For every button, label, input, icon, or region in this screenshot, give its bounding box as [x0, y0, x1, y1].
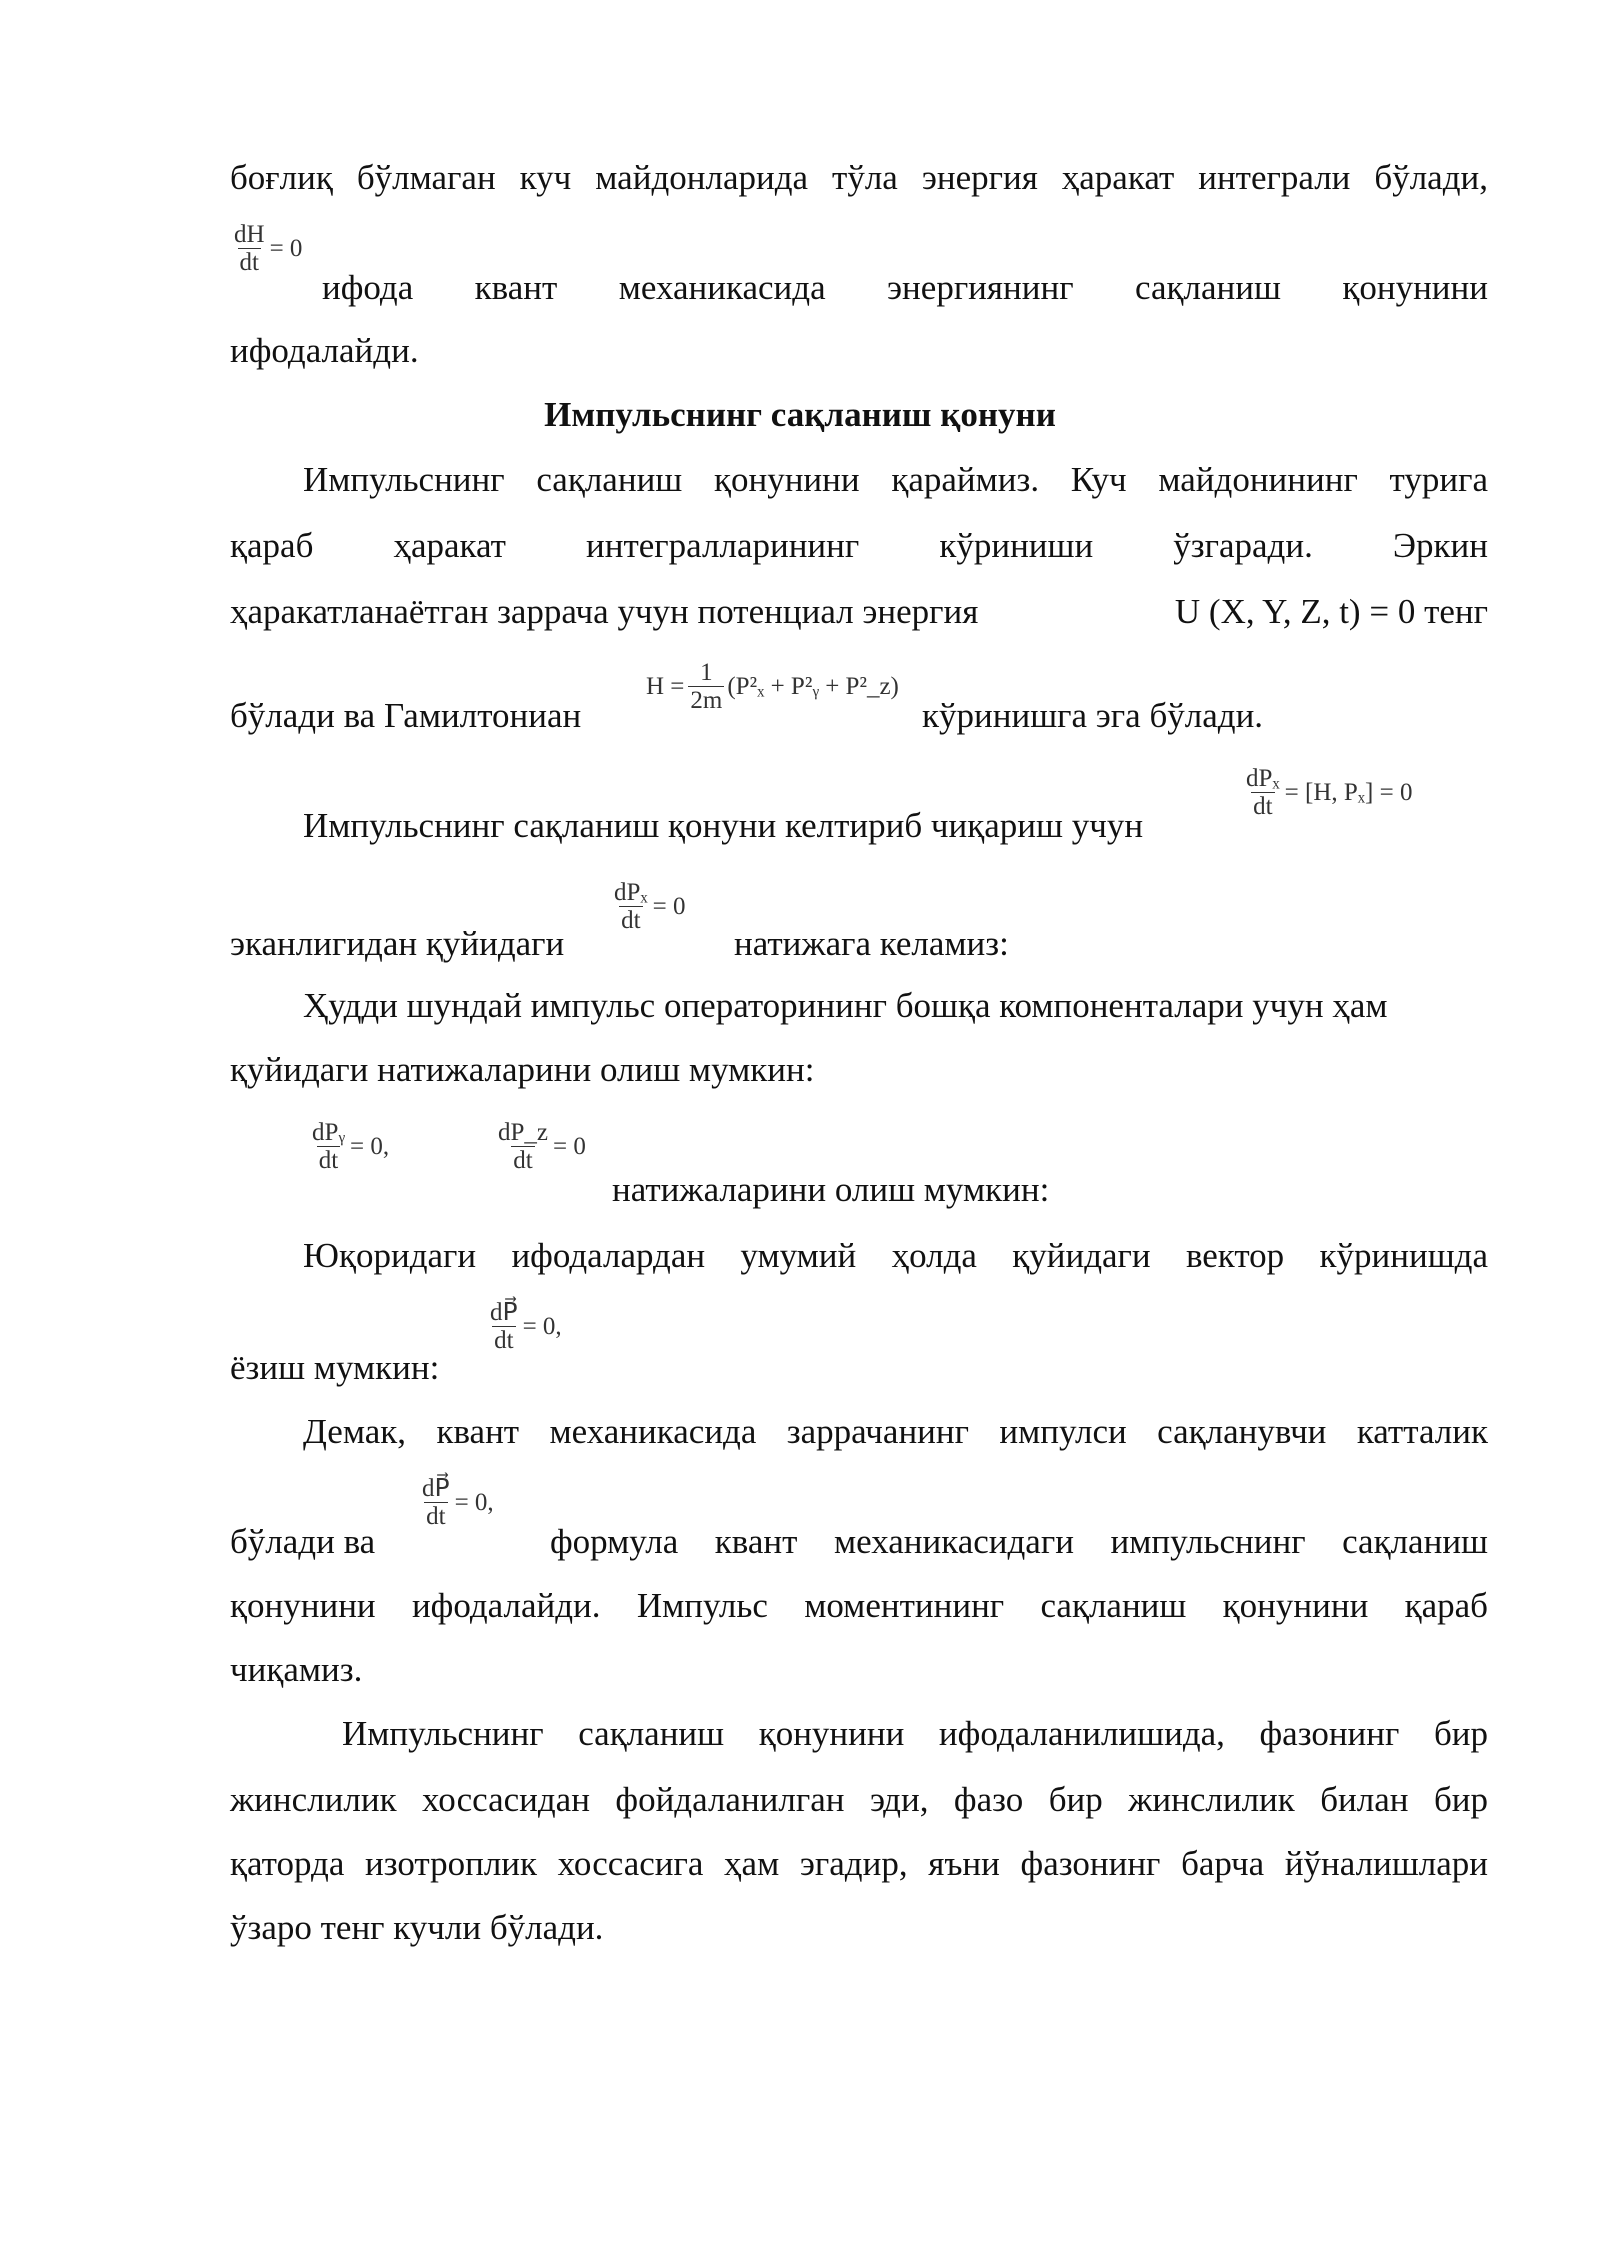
formula-numerator: dPₓ [614, 879, 648, 906]
formula-rhs: = 0, [350, 1133, 390, 1161]
paragraph-line: Ҳудди шундай импульс операторининг бошқа компоненталари учун ҳам [303, 986, 1388, 1025]
paragraph-line: қараб ҳаракат интегралларининг кўриниши ўзгаради. Эркин [230, 526, 1488, 565]
formula-momentum-vector [420, 1476, 494, 1531]
paragraph-line: кўринишга эга бўлади. [922, 696, 1264, 735]
paragraph-line: жинслилик хоссасидан фойдаланилган эди, фазо бир жинслилик билан бир [230, 1780, 1488, 1819]
formula-rhs: = 0 [652, 893, 686, 921]
paragraph-line: эканлигидан қуйидаги [230, 924, 565, 963]
paragraph-line: қонунини ифодалайди. Импульс моментининг сақланиш қонунини қараб [230, 1586, 1488, 1625]
paragraph-line: формула квант механикасидаги импульснинг сақланиш [550, 1522, 1488, 1561]
paragraph-line: чиқамиз. [230, 1650, 363, 1689]
formula-numerator: dPₓ [1246, 765, 1280, 792]
potential-energy-expression [1114, 590, 1488, 634]
formula-rhs: = 0 [269, 235, 303, 263]
text-span: U (X, Y, Z, t) = 0 тенг [1174, 592, 1488, 631]
formula-energy-conservation [232, 222, 302, 277]
formula-hamiltonian [646, 660, 899, 715]
paragraph-line: Импульснинг сақланиш қонунини қараймиз. Куч майдонининг турига [303, 460, 1488, 499]
formula-numerator: 1 [700, 659, 713, 686]
formula-denominator: dt [239, 249, 259, 277]
formula-denominator: dt [513, 1147, 533, 1175]
paragraph-line: қуйидаги натижаларини олиш мумкин: [230, 1050, 815, 1089]
text-span: ҳаракатланаётган заррача учун потенциал энергия [230, 592, 979, 631]
formula-rhs: = 0, [454, 1489, 494, 1517]
paragraph-line: Юқоридаги ифодалардан умумий ҳолда қуйидаги вектор кўринишда [303, 1236, 1488, 1275]
paragraph-line: боғлиқ бўлмаган куч майдонларида тўла энергия ҳаракат интеграли бўлади, [230, 158, 1488, 197]
paragraph-line: Импульснинг сақланиш қонуни келтириб чиқариш учун [303, 806, 1144, 845]
paragraph-line: Демак, квант механикасида заррачанинг импулси сақланувчи катталик [303, 1412, 1488, 1451]
paragraph-line: натижаларини олиш мумкин: [612, 1170, 1050, 1209]
paragraph-line: Импульснинг сақланиш қонунини ифодаланилишида, фазонинг бир [342, 1714, 1488, 1753]
paragraph-line: бўлади ва [230, 1522, 376, 1561]
section-heading: Импульснинг сақланиш қонуни [544, 395, 1056, 434]
formula-lhs: H = [646, 673, 685, 701]
formula-pz-conservation [496, 1120, 586, 1175]
formula-py-conservation [310, 1120, 389, 1175]
formula-px-conservation [612, 880, 686, 935]
paragraph-line: қаторда изотроплик хоссасига ҳам эгадир, яъни фазонинг барча йўналишлари [230, 1844, 1488, 1883]
paragraph-line: бўлади ва Гамилтониан [230, 696, 582, 735]
formula-numerator: dP_z [498, 1119, 548, 1146]
formula-denominator: dt [621, 907, 641, 935]
formula-rhs: = [H, Pₓ] = 0 [1284, 779, 1413, 807]
formula-numerator: dPᵧ [312, 1119, 346, 1146]
formula-rhs: (P²ₓ + P²ᵧ + P²_z) [727, 673, 899, 701]
formula-rhs: = 0, [522, 1313, 562, 1341]
formula-numerator: dH [234, 221, 265, 248]
paragraph-line: ифода квант механикасида энергиянинг сақланиш қонунини [322, 268, 1488, 307]
paragraph-line: ўзаро тенг кучли бўлади. [230, 1908, 604, 1947]
formula-numerator: dP⃗ [422, 1475, 450, 1502]
formula-denominator: dt [318, 1147, 339, 1175]
paragraph-line: ифодалайди. [230, 331, 419, 370]
formula-rhs: = 0 [553, 1133, 586, 1161]
formula-denominator: dt [1253, 793, 1273, 821]
formula-denominator: 2m [690, 687, 723, 715]
paragraph-line: натижага келамиз: [734, 924, 1009, 963]
formula-denominator: dt [494, 1327, 514, 1355]
formula-denominator: dt [426, 1503, 446, 1531]
formula-numerator: dP⃗ [490, 1299, 518, 1326]
paragraph-line: ёзиш мумкин: [230, 1348, 440, 1387]
formula-commutator [1244, 766, 1412, 821]
